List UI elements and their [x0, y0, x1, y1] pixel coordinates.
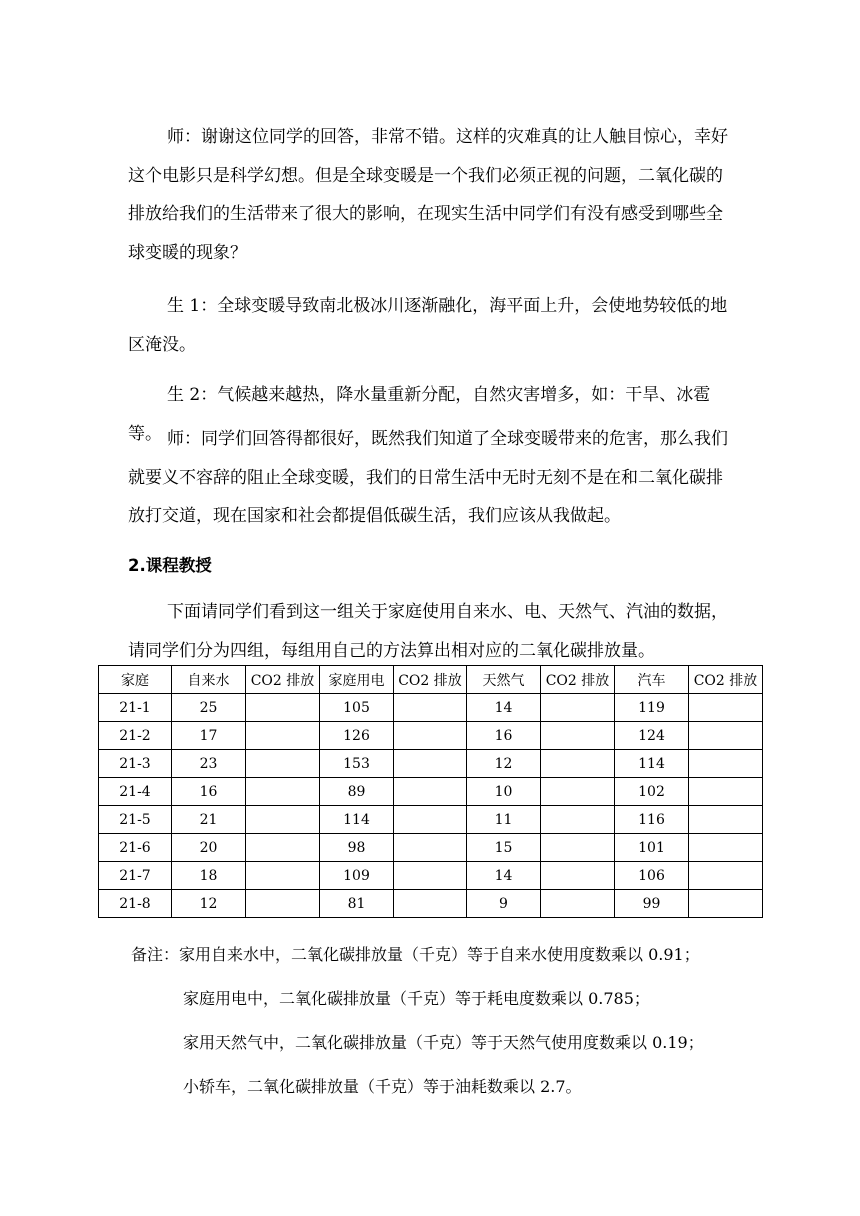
student-1-paragraph: 生 1：全球变暖导致南北极冰川逐渐融化，海平面上升，会使地势较低的地区淹没。	[128, 296, 728, 355]
note-car: 小轿车，二氧化碳排放量（千克）等于油耗数乘以 2.7。	[183, 1077, 582, 1096]
header-co2-water: CO2 排放	[246, 666, 320, 694]
table-cell: 17	[172, 722, 246, 750]
table-cell: 114	[320, 806, 394, 834]
header-co2-electricity: CO2 排放	[394, 666, 467, 694]
table-cell: 81	[320, 890, 394, 918]
teacher-paragraph-1: 师：谢谢这位同学的回答，非常不错。这样的灾难真的让人触目惊心，幸好这个电影只是科学幻想。但是全球变暖是一个我们必须正视的问题，二氧化碳的排放给我们的生活带来了很大的影响，在现实生活中同学们有没有感受到哪些全球变暖的现象？	[128, 127, 728, 263]
table-cell	[541, 778, 615, 806]
table-cell	[246, 890, 320, 918]
table-cell: 21-2	[99, 722, 172, 750]
table-row	[99, 722, 763, 750]
table-cell	[541, 750, 615, 778]
table-cell	[689, 722, 763, 750]
table-cell	[246, 834, 320, 862]
table-cell	[541, 694, 615, 722]
table-cell	[394, 750, 467, 778]
table-cell	[246, 806, 320, 834]
table-row	[99, 806, 763, 834]
table-cell	[689, 890, 763, 918]
table-row	[99, 778, 763, 806]
table-cell	[541, 834, 615, 862]
table-cell: 119	[615, 694, 689, 722]
table-cell: 11	[467, 806, 541, 834]
table-cell: 105	[320, 694, 394, 722]
table-cell: 106	[615, 862, 689, 890]
table-cell	[246, 778, 320, 806]
table-cell: 14	[467, 862, 541, 890]
table-cell: 23	[172, 750, 246, 778]
table-cell: 15	[467, 834, 541, 862]
table-cell: 102	[615, 778, 689, 806]
table-cell: 116	[615, 806, 689, 834]
student-2-paragraph: 生 2：气候越来越热，降水量重新分配，自然灾害增多，如：干旱、冰雹等。	[128, 385, 711, 444]
table-cell	[394, 722, 467, 750]
table-cell	[246, 862, 320, 890]
table-cell: 109	[320, 862, 394, 890]
table-cell	[394, 890, 467, 918]
table-cell: 21-8	[99, 890, 172, 918]
table-row	[99, 862, 763, 890]
section-heading: 2.课程教授	[128, 556, 212, 575]
header-co2-gas: CO2 排放	[541, 666, 615, 694]
header-car: 汽车	[615, 666, 689, 694]
table-cell	[689, 694, 763, 722]
table-cell	[541, 722, 615, 750]
table-cell	[394, 778, 467, 806]
table-row	[99, 694, 763, 722]
header-household: 家庭	[99, 666, 172, 694]
table-cell	[689, 834, 763, 862]
table-cell: 21-6	[99, 834, 172, 862]
header-natural-gas: 天然气	[467, 666, 541, 694]
table-cell: 25	[172, 694, 246, 722]
table-cell: 21-3	[99, 750, 172, 778]
table-row	[99, 834, 763, 862]
table-cell: 20	[172, 834, 246, 862]
table-cell	[689, 806, 763, 834]
table-row	[99, 750, 763, 778]
table-cell: 99	[615, 890, 689, 918]
table-cell	[689, 750, 763, 778]
table-cell: 9	[467, 890, 541, 918]
table-header-row	[99, 666, 763, 694]
table-cell	[394, 806, 467, 834]
table-cell	[541, 862, 615, 890]
table-cell	[394, 862, 467, 890]
table-cell: 98	[320, 834, 394, 862]
table-cell	[246, 722, 320, 750]
note-gas: 家用天然气中，二氧化碳排放量（千克）等于天然气使用度数乘以 0.19；	[183, 1033, 704, 1052]
instruction-paragraph: 下面请同学们看到这一组关于家庭使用自来水、电、天然气、汽油的数据，请同学们分为四组，每组用自己的方法算出相对应的二氧化碳排放量。	[128, 602, 728, 661]
table-cell: 18	[172, 862, 246, 890]
table-cell: 21-1	[99, 694, 172, 722]
table-cell	[541, 890, 615, 918]
table-body	[99, 694, 763, 918]
header-electricity: 家庭用电	[320, 666, 394, 694]
table-cell: 21	[172, 806, 246, 834]
table-row	[99, 890, 763, 918]
header-tap-water: 自来水	[172, 666, 246, 694]
table-cell	[394, 834, 467, 862]
table-cell	[541, 806, 615, 834]
table-cell	[246, 750, 320, 778]
table-cell: 21-4	[99, 778, 172, 806]
note-water: 备注：家用自来水中，二氧化碳排放量（千克）等于自来水使用度数乘以 0.91；	[131, 945, 700, 964]
table-cell: 21-7	[99, 862, 172, 890]
notes-block	[131, 933, 704, 1109]
table-cell: 10	[467, 778, 541, 806]
table-cell	[246, 694, 320, 722]
table-cell: 101	[615, 834, 689, 862]
table-cell: 12	[172, 890, 246, 918]
table-cell: 114	[615, 750, 689, 778]
table-cell: 16	[467, 722, 541, 750]
note-electricity: 家庭用电中，二氧化碳排放量（千克）等于耗电度数乘以 0.785；	[183, 989, 650, 1008]
table-cell: 89	[320, 778, 394, 806]
table-cell: 153	[320, 750, 394, 778]
table-cell: 14	[467, 694, 541, 722]
table-cell: 124	[615, 722, 689, 750]
table-cell	[689, 778, 763, 806]
table-cell: 16	[172, 778, 246, 806]
table-cell: 12	[467, 750, 541, 778]
table-cell: 126	[320, 722, 394, 750]
table-cell	[394, 694, 467, 722]
teacher-paragraph-2: 师：同学们回答得都很好，既然我们知道了全球变暖带来的危害，那么我们就要义不容辞的阻止全球变暖，我们的日常生活中无时无刻不是在和二氧化碳排放打交道，现在国家和社会都提倡低碳生活，我们应该从我做起。	[128, 429, 728, 526]
table-cell: 21-5	[99, 806, 172, 834]
household-data-table	[98, 665, 763, 918]
table-cell	[689, 862, 763, 890]
header-co2-car: CO2 排放	[689, 666, 763, 694]
